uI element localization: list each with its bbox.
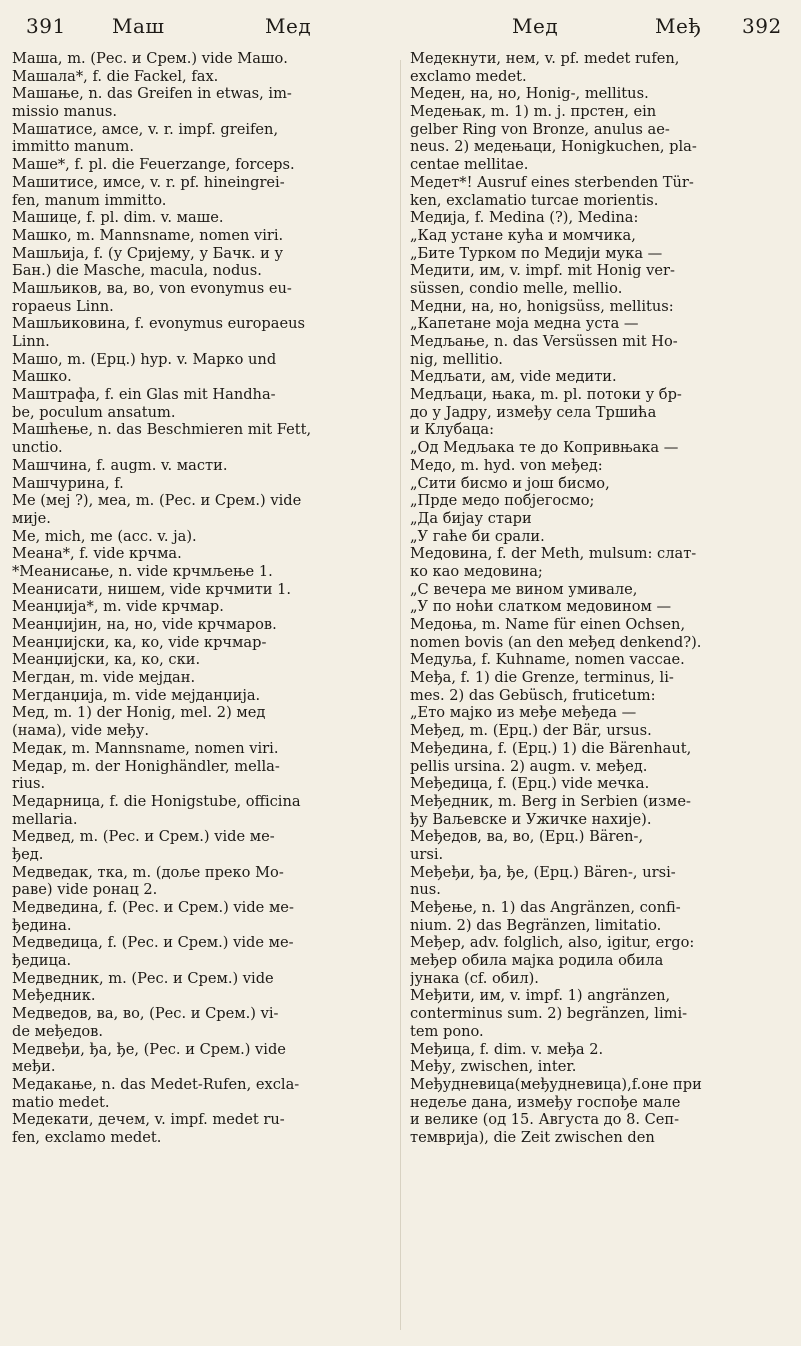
dictionary-line: Машљиков, ва, во, von evonymus eu- — [12, 279, 292, 297]
left-guide-word-last: Мед — [265, 14, 312, 38]
dictionary-line: међер обила мајка родила обила — [410, 952, 664, 970]
dictionary-line: „Сити бисмо и још бисмо, — [410, 474, 610, 492]
dictionary-line: missio manus. — [12, 103, 118, 121]
dictionary-line: nig, mellitio. — [410, 350, 503, 368]
right-column — [410, 50, 795, 1147]
dictionary-line: conterminus sum. 2) begränzen, limi- — [410, 1005, 688, 1023]
dictionary-line: Медведов, ва, во, (Рес. и Срем.) vi- — [12, 1005, 279, 1023]
left-page-number: 391 — [26, 14, 66, 38]
dictionary-line: „Бите Турком по Медији мука — — [410, 244, 663, 262]
dictionary-line: међи. — [12, 1058, 56, 1076]
dictionary-line: Међедина, f. (Ерц.) 1) die Bärenhaut, — [410, 739, 692, 757]
dictionary-line: Медет*! Ausruf eines sterbenden Tür- — [410, 173, 694, 191]
dictionary-line: до у Јадру, између села Тршића — [410, 403, 657, 421]
dictionary-line: Меанисати, нишем, vide крчмити 1. — [12, 580, 292, 598]
dictionary-line: rius. — [12, 775, 46, 793]
dictionary-line: Медарница, f. die Honigstube, officina — [12, 792, 301, 810]
dictionary-line: gelber Ring von Bronze, anulus ae- — [410, 120, 670, 138]
dictionary-line: *Меанисање, n. vide крчмљење 1. — [12, 562, 273, 580]
dictionary-line: Међер, adv. folglich, also, igitur, ergo: — [410, 934, 695, 952]
dictionary-line: ђу Ваљевске и Ужичке нахије). — [410, 810, 652, 828]
dictionary-line: Маша, m. (Рес. и Срем.) vide Машо. — [12, 50, 288, 67]
left-guide-word-first: Маш — [112, 14, 165, 38]
right-page-number: 392 — [742, 14, 782, 38]
dictionary-line: Медљање, n. das Versüssen mit Ho- — [410, 333, 678, 350]
dictionary-line: Меанџијин, на, но, vide крчмаров. — [12, 616, 277, 633]
dictionary-line: Машање, n. das Greifen in etwas, im- — [12, 85, 292, 103]
dictionary-line: ђед. — [12, 845, 44, 863]
dictionary-line: Машала*, f. die Fackel, fax. — [12, 67, 219, 85]
dictionary-line: Машћење, n. das Beschmieren mit Fett, — [12, 421, 312, 439]
dictionary-line: unctio. — [12, 439, 63, 457]
dictionary-line: fen, manum immitto. — [12, 191, 167, 209]
dictionary-line: (нама), vide међу. — [12, 722, 149, 740]
dictionary-line: Међедник, m. Berg in Serbien (изме- — [410, 792, 691, 810]
dictionary-line: neus. 2) медењаци, Honigkuchen, pla- — [410, 138, 697, 156]
dictionary-line: Међу, zwischen, inter. — [410, 1058, 577, 1076]
dictionary-line: Ме, mich, me (acc. v. ја). — [12, 527, 197, 545]
dictionary-line: exclamo medet. — [410, 67, 527, 85]
dictionary-line: „Од Медљака те до Копривњака — — [410, 439, 679, 457]
dictionary-line: Мегдан, m. vide мејдан. — [12, 669, 196, 687]
dictionary-line: Машчурина, f. — [12, 474, 124, 492]
dictionary-line: и Клубаца: — [410, 421, 495, 439]
page-header — [0, 8, 801, 40]
dictionary-line: мије. — [12, 509, 51, 527]
dictionary-line: Међа, f. 1) die Grenze, terminus, li- — [410, 669, 674, 687]
dictionary-line: de међедов. — [12, 1022, 103, 1040]
dictionary-line: темврија), die Zeit zwischen den — [410, 1128, 655, 1146]
dictionary-line: Медити, им, v. impf. mit Honig ver- — [410, 262, 675, 280]
dictionary-line: Linn. — [12, 333, 50, 350]
dictionary-line: ursi. — [410, 845, 444, 863]
dictionary-line: „С вечера ме вином умивале, — [410, 580, 638, 598]
dictionary-line: süssen, condio melle, mellio. — [410, 279, 623, 297]
dictionary-line: ropaeus Linn. — [12, 297, 114, 315]
dictionary-line: Медведак, тка, m. (доље преко Мо- — [12, 863, 284, 881]
dictionary-line: Медењак, m. 1) m. j. прстен, ein — [410, 103, 657, 121]
right-guide-word-first: Мед — [512, 14, 559, 38]
dictionary-line: Међеђи, ђа, ђе, (Ерц.) Bären-, ursi- — [410, 863, 676, 881]
dictionary-line: Медоња, m. Name für einen Ochsen, — [410, 616, 686, 633]
dictionary-line: „У гаће би срали. — [410, 527, 545, 545]
dictionary-line: Медведина, f. (Рес. и Срем.) vide ме- — [12, 899, 294, 916]
dictionary-line: Медар, m. der Honighändler, mella- — [12, 757, 280, 775]
dictionary-line: Маше*, f. pl. die Feuerzange, forceps. — [12, 156, 295, 174]
dictionary-line: pellis ursina. 2) augm. v. међед. — [410, 757, 648, 775]
dictionary-line: Међити, им, v. impf. 1) angränzen, — [410, 987, 671, 1005]
dictionary-line: Машко, m. Mannsname, nomen viri. — [12, 226, 284, 244]
dictionary-line: Медведица, f. (Рес. и Срем.) vide ме- — [12, 934, 294, 952]
dictionary-line: Машљија, f. (у Сријему, у Бачк. и у — [12, 244, 284, 262]
dictionary-line: Машитисе, имсе, v. r. pf. hineingrei- — [12, 173, 285, 191]
dictionary-line: immitto manum. — [12, 138, 134, 156]
dictionary-line: „Кад устане кућа и момчика, — [410, 226, 636, 244]
dictionary-line: mes. 2) das Gebüsch, fruticetum: — [410, 686, 656, 704]
dictionary-line: Међедица, f. (Ерц.) vide мечка. — [410, 775, 650, 793]
dictionary-line: Медљаци, њака, m. pl. потоки у бр- — [410, 386, 682, 404]
dictionary-line: Медакање, n. das Medet-Rufen, excla- — [12, 1075, 300, 1093]
dictionary-line: „Прде медо побјегосмо; — [410, 492, 595, 510]
dictionary-line: Медни, на, но, honigsüss, mellitus: — [410, 297, 674, 315]
dictionary-line: centae mellitae. — [410, 156, 529, 174]
dictionary-line: и велике (од 15. Августа до 8. Сеп- — [410, 1111, 680, 1129]
dictionary-line: јунака (cf. обил). — [410, 969, 539, 987]
dictionary-line: „Да бијау стари — [410, 509, 532, 527]
dictionary-line: ко као медовина; — [410, 562, 543, 580]
dictionary-line: „У по ноћи слатком медовином — — [410, 598, 672, 616]
dictionary-line: mellaria. — [12, 810, 78, 828]
left-column — [12, 50, 387, 1147]
dictionary-line: be, poculum ansatum. — [12, 403, 176, 421]
dictionary-line: Медуља, f. Kuhname, nomen vaccae. — [410, 651, 685, 669]
dictionary-line: Машатисе, амсе, v. r. impf. greifen, — [12, 120, 279, 138]
dictionary-line: fen, exclamo medet. — [12, 1128, 162, 1146]
dictionary-line: Машљиковина, f. evonymus europaeus — [12, 315, 306, 333]
dictionary-line: Медовина, f. der Meth, mulsum: слат- — [410, 545, 697, 563]
dictionary-line: ђедина. — [12, 916, 72, 934]
dictionary-line: nus. — [410, 881, 441, 899]
dictionary-line: Машице, f. pl. dim. v. маше. — [12, 209, 224, 227]
dictionary-line: Медвед, m. (Рес. и Срем.) vide ме- — [12, 828, 275, 846]
dictionary-line: „Капетане моја медна уста — — [410, 315, 639, 333]
dictionary-line: Медак, m. Mannsname, nomen viri. — [12, 739, 279, 757]
dictionary-line: Меана*, f. vide крчма. — [12, 545, 182, 563]
right-guide-word-last: Међ — [655, 14, 702, 38]
dictionary-line: Машко. — [12, 368, 72, 386]
dictionary-line: недеље дана, између госпође мале — [410, 1093, 681, 1111]
dictionary-line: matio medet. — [12, 1093, 110, 1111]
dictionary-line: Медвеђи, ђа, ђе, (Рес. и Срем.) vide — [12, 1040, 286, 1058]
dictionary-line: Меанџијски, ка, ко, ски. — [12, 651, 201, 669]
dictionary-line: Медекати, дечем, v. impf. medet ru- — [12, 1111, 285, 1129]
dictionary-line: Мед, m. 1) der Honig, mel. 2) мед — [12, 704, 266, 722]
dictionary-line: раве) vide ронац 2. — [12, 881, 158, 899]
dictionary-line: Медведник, m. (Рес. и Срем.) vide — [12, 969, 274, 987]
dictionary-line: Медљати, ам, vide медити. — [410, 368, 617, 386]
dictionary-line: Меден, на, но, Honig-, mellitus. — [410, 85, 649, 103]
dictionary-line: Међица, f. dim. v. међа 2. — [410, 1040, 604, 1058]
dictionary-line: tem pono. — [410, 1022, 484, 1040]
dictionary-line: nomen bovis (an den међед denkend?). — [410, 633, 702, 651]
dictionary-line: Међедник. — [12, 987, 96, 1005]
dictionary-line: Међење, n. 1) das Angränzen, confi- — [410, 899, 681, 916]
dictionary-line: Машо, m. (Ерц.) hyp. v. Марко und — [12, 350, 277, 368]
dictionary-line: Медија, f. Medina (?), Medina: — [410, 209, 639, 227]
dictionary-line: nium. 2) das Begränzen, limitatio. — [410, 916, 662, 934]
dictionary-line: Машчина, f. augm. v. масти. — [12, 456, 228, 474]
dictionary-line: Медо, m. hyd. von међед: — [410, 456, 603, 474]
dictionary-line: ken, exclamatio turcae morientis. — [410, 191, 659, 209]
dictionary-line: ђедица. — [12, 952, 72, 970]
dictionary-line: Маштрафа, f. ein Glas mit Handha- — [12, 386, 276, 404]
dictionary-line: Бан.) die Masche, macula, nodus. — [12, 262, 262, 280]
dictionary-line: Ме (меј ?), меа, m. (Рес. и Срем.) vide — [12, 492, 302, 510]
dictionary-line: Меанџија*, m. vide крчмар. — [12, 598, 224, 616]
dictionary-line: Међудневица(међудневица),f.оне при — [410, 1075, 702, 1093]
dictionary-line: Меанџијски, ка, ко, vide крчмар- — [12, 633, 267, 651]
dictionary-line: „Ето мајко из међе међеда — — [410, 704, 637, 722]
dictionary-line: Медекнути, нем, v. pf. medet rufen, — [410, 50, 680, 67]
dictionary-line: Мегданџија, m. vide мејданџија. — [12, 686, 261, 704]
dictionary-line: Међедов, ва, во, (Ерц.) Bären-, — [410, 828, 644, 846]
column-divider — [400, 60, 401, 1330]
dictionary-line: Међед, m. (Ерц.) der Bär, ursus. — [410, 722, 652, 740]
